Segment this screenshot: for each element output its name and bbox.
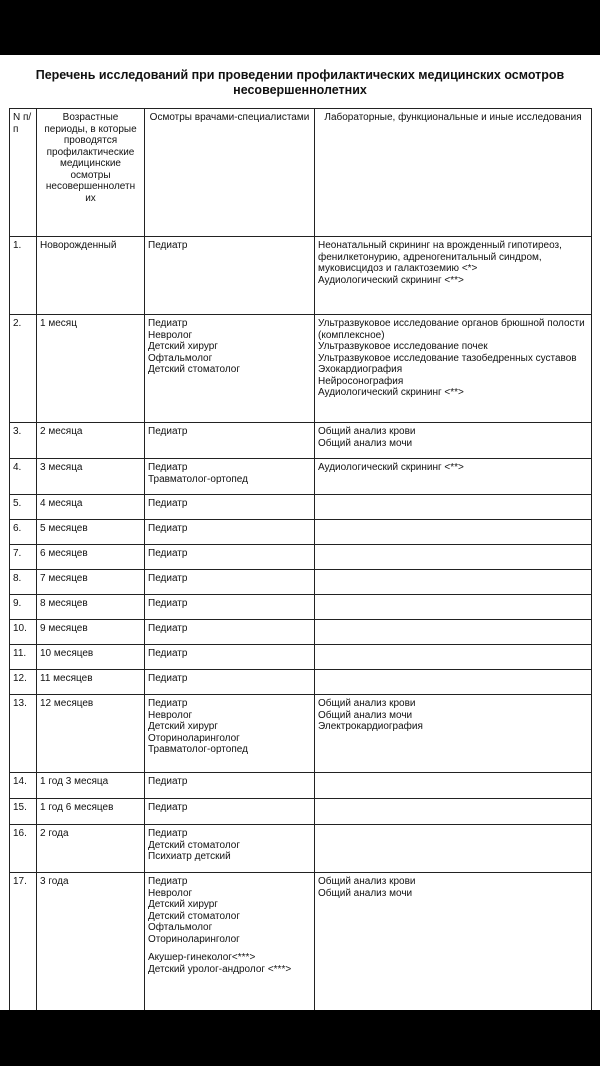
row-doctors (145, 520, 315, 545)
header-age-period: Возрастные периоды, в которые проводятся профилактические медицинские осмотры несовершеннолетн их (37, 109, 145, 237)
doctor-item: Педиатр (148, 573, 188, 584)
row-age-period: Новорожденный (37, 237, 145, 315)
row-number: 4. (10, 459, 37, 495)
test-item: Ультразвуковое исследование органов брюшной полости (комплексное) (318, 318, 585, 341)
table-row (10, 495, 592, 520)
row-doctors (145, 670, 315, 695)
doctor-item: Оториноларинголог (148, 732, 240, 744)
row-doctors (145, 645, 315, 670)
row-age-period: 7 месяцев (37, 570, 145, 595)
row-tests (315, 873, 592, 1011)
test-item: Неонатальный скрининг на врожденный гипотиреоз, фенилкетонурию, адреногенитальный синдром, муковисцидоз и галактоземию <*> (318, 240, 562, 274)
table-row (10, 315, 592, 423)
row-number: 2. (10, 315, 37, 423)
title-line-1: Перечень исследований при проведении профилактических медицинских осмотров (35, 68, 565, 82)
row-tests (315, 570, 592, 595)
doctor-item: Травматолог-ортопед (148, 744, 248, 755)
row-tests (315, 799, 592, 825)
row-age-period: 1 год 6 месяцев (37, 799, 145, 825)
row-tests (315, 423, 592, 459)
row-age-period: 3 месяца (37, 459, 145, 495)
row-tests (315, 459, 592, 495)
row-age-period: 11 месяцев (37, 670, 145, 695)
table-row (10, 459, 592, 495)
doctor-item: Педиатр (148, 318, 188, 329)
doctor-item: Педиатр (148, 828, 188, 839)
row-number: 15. (10, 799, 37, 825)
table-header-row (10, 109, 592, 237)
table-row (10, 237, 592, 315)
test-item: Нейросонография (318, 375, 404, 387)
table-row (10, 620, 592, 645)
row-number: 3. (10, 423, 37, 459)
row-age-period: 6 месяцев (37, 545, 145, 570)
row-age-period: 9 месяцев (37, 620, 145, 645)
row-doctors (145, 459, 315, 495)
row-age-period: 10 месяцев (37, 645, 145, 670)
test-item: Общий анализ крови (318, 698, 416, 709)
test-item: Общий анализ мочи (318, 887, 413, 899)
doctor-item: Детский стоматолог (148, 910, 241, 922)
examinations-table (9, 108, 592, 1010)
doctor-item: Акушер-гинеколог<***> (148, 952, 256, 963)
doctor-item: Травматолог-ортопед (148, 473, 248, 485)
row-doctors (145, 595, 315, 620)
test-item: Общий анализ мочи (318, 437, 413, 449)
test-item: Ультразвуковое исследование почек (318, 341, 488, 352)
title-line-2: несовершеннолетних (233, 83, 367, 97)
row-doctors (145, 570, 315, 595)
test-item: Общий анализ крови (318, 426, 416, 437)
doctor-item: Офтальмолог (148, 922, 213, 933)
table-row (10, 545, 592, 570)
row-number: 6. (10, 520, 37, 545)
table-row (10, 773, 592, 799)
row-number: 17. (10, 873, 37, 1011)
doctor-item: Педиатр (148, 623, 188, 634)
row-doctors (145, 799, 315, 825)
doctor-item: Детский хирург (148, 341, 218, 352)
row-age-period: 5 месяцев (37, 520, 145, 545)
row-number: 9. (10, 595, 37, 620)
doctor-item: Педиатр (148, 598, 188, 609)
row-doctors (145, 423, 315, 459)
row-age-period: 2 месяца (37, 423, 145, 459)
row-number: 16. (10, 825, 37, 873)
row-doctors (145, 873, 315, 1011)
doctor-item: Педиатр (148, 548, 188, 559)
doctor-item: Педиатр (148, 240, 188, 251)
table-row (10, 520, 592, 545)
test-item: Общий анализ крови (318, 876, 416, 887)
table-row (10, 873, 592, 1011)
doctor-item: Психиатр детский (148, 851, 231, 862)
row-tests (315, 670, 592, 695)
row-tests (315, 645, 592, 670)
doctor-item: Детский хирург (148, 721, 218, 732)
row-number: 13. (10, 695, 37, 773)
row-tests (315, 595, 592, 620)
doctor-item: Педиатр (148, 462, 188, 473)
row-number: 14. (10, 773, 37, 799)
test-item: Аудиологический скрининг <**> (318, 387, 464, 398)
row-age-period: 1 месяц (37, 315, 145, 423)
row-number: 12. (10, 670, 37, 695)
test-item: Аудиологический скрининг <**> (318, 274, 464, 286)
header-tests: Лабораторные, функциональные и иные исследования (315, 109, 592, 237)
doctor-item: Невролог (148, 329, 193, 341)
header-doctors: Осмотры врачами-специалистами (145, 109, 315, 237)
table-row (10, 645, 592, 670)
doctor-item: Оториноларинголог (148, 933, 240, 945)
row-number: 8. (10, 570, 37, 595)
row-number: 7. (10, 545, 37, 570)
row-tests (315, 825, 592, 873)
row-doctors (145, 773, 315, 799)
doctor-item: Офтальмолог (148, 352, 213, 364)
row-number: 11. (10, 645, 37, 670)
row-number: 10. (10, 620, 37, 645)
row-tests (315, 695, 592, 773)
doctor-item: Педиатр (148, 802, 188, 813)
row-tests (315, 237, 592, 315)
header-number: N п/п (10, 109, 37, 237)
test-item: Эхокардиография (318, 364, 403, 375)
doctor-item: Невролог (148, 887, 193, 899)
document-page (0, 55, 600, 1010)
test-item: Аудиологический скрининг <**> (318, 462, 464, 473)
table-row (10, 670, 592, 695)
row-doctors (145, 545, 315, 570)
test-item: Общий анализ мочи (318, 709, 413, 721)
doctor-item: Детский хирург (148, 899, 218, 910)
doctor-item: Детский стоматолог (148, 364, 241, 375)
table-body (10, 237, 592, 1011)
doctor-item: Педиатр (148, 876, 188, 887)
row-age-period: 3 года (37, 873, 145, 1011)
row-age-period: 8 месяцев (37, 595, 145, 620)
table-row (10, 825, 592, 873)
row-doctors (145, 695, 315, 773)
row-tests (315, 520, 592, 545)
row-doctors (145, 237, 315, 315)
row-tests (315, 620, 592, 645)
test-item: Ультразвуковое исследование тазобедренных суставов (318, 352, 577, 364)
doctor-item: Педиатр (148, 698, 188, 709)
doctor-item: Невролог (148, 709, 193, 721)
doctor-item: Педиатр (148, 426, 188, 437)
table-row (10, 695, 592, 773)
row-age-period: 1 год 3 месяца (37, 773, 145, 799)
row-doctors (145, 495, 315, 520)
doctor-item: Педиатр (148, 673, 188, 684)
table-row (10, 570, 592, 595)
doctor-item: Детский стоматолог (148, 839, 241, 851)
doctor-item: Педиатр (148, 776, 188, 787)
doctor-item: Педиатр (148, 498, 188, 509)
table-row (10, 423, 592, 459)
row-tests (315, 773, 592, 799)
row-tests (315, 545, 592, 570)
table-row (10, 595, 592, 620)
doctor-item: Педиатр (148, 648, 188, 659)
row-number: 5. (10, 495, 37, 520)
document-title (0, 59, 600, 97)
row-age-period: 2 года (37, 825, 145, 873)
row-tests (315, 315, 592, 423)
row-age-period: 4 месяца (37, 495, 145, 520)
test-item: Электрокардиография (318, 721, 423, 732)
row-doctors (145, 620, 315, 645)
row-doctors (145, 315, 315, 423)
row-age-period: 12 месяцев (37, 695, 145, 773)
table-row (10, 799, 592, 825)
doctor-item: Педиатр (148, 523, 188, 534)
row-doctors (145, 825, 315, 873)
doctor-item: Детский уролог-андролог <***> (148, 963, 292, 975)
row-tests (315, 495, 592, 520)
row-number: 1. (10, 237, 37, 315)
